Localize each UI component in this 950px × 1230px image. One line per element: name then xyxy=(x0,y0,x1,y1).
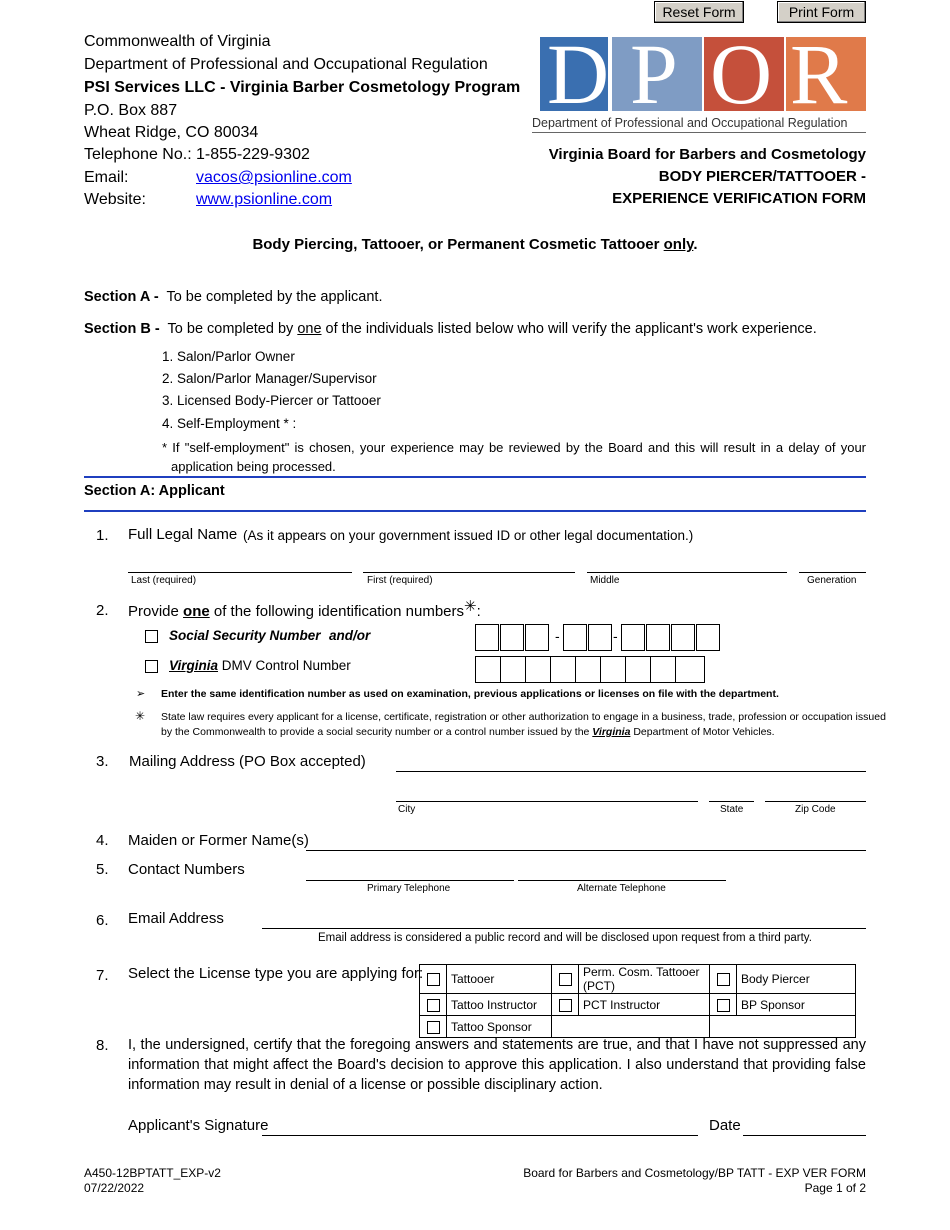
body-piercer-option-label: Body Piercer xyxy=(737,965,856,994)
ssn-input[interactable] xyxy=(475,624,725,651)
po-box: P.O. Box 887 xyxy=(84,102,178,119)
q8-number: 8. xyxy=(96,1037,109,1054)
self-employment-footnote-cont: application being processed. xyxy=(171,459,336,474)
verifier-item: 2. Salon/Parlor Manager/Supervisor xyxy=(162,371,377,386)
q2-number: 2. xyxy=(96,602,109,619)
q3-number: 3. xyxy=(96,753,109,770)
state-law-note-line2: by the Commonwealth to provide a social security number or a control number issued by the Virginia Department of Motor Vehicles. xyxy=(161,726,775,738)
ssn-checkbox[interactable] xyxy=(145,630,158,643)
ssn-label: Social Security Number xyxy=(169,628,321,643)
board-title: Virginia Board for Barbers and Cosmetology xyxy=(548,146,866,163)
email-public-record-note: Email address is considered a public record and will be disclosed upon request from a third party. xyxy=(318,932,812,944)
section-a-intro: Section A - To be completed by the applicant. xyxy=(84,289,383,305)
self-employment-footnote: * If "self-employment" is chosen, your experience may be reviewed by the Board and this will result in a delay of your xyxy=(162,440,866,455)
logo-letter-o: O xyxy=(710,37,773,111)
dmv-label: Virginia DMV Control Number xyxy=(169,658,351,673)
middle-name-caption: Middle xyxy=(590,575,620,586)
asterisk-icon: ✳ xyxy=(135,709,146,723)
asterisk-icon: ✳ xyxy=(464,598,477,615)
middle-name-field[interactable] xyxy=(587,572,787,573)
pct-instructor-checkbox[interactable] xyxy=(552,994,579,1016)
verifier-item: 1. Salon/Parlor Owner xyxy=(162,349,295,364)
email-address-field[interactable] xyxy=(262,928,866,929)
zip-code-field[interactable] xyxy=(765,801,866,802)
tattoo-sponsor-checkbox[interactable] xyxy=(420,1016,447,1038)
tattoo-instructor-checkbox[interactable] xyxy=(420,994,447,1016)
section-a-heading: Section A: Applicant xyxy=(84,483,225,499)
generation-caption: Generation xyxy=(807,575,857,586)
pct-option-label: Perm. Cosm. Tattooer (PCT) xyxy=(579,965,710,994)
signature-label: Applicant's Signature xyxy=(128,1117,269,1134)
logo-letter-p: P xyxy=(630,37,678,111)
maiden-name-field[interactable] xyxy=(306,850,866,851)
tattooer-option-label: Tattooer xyxy=(447,965,552,994)
q6-number: 6. xyxy=(96,912,109,929)
q5-number: 5. xyxy=(96,861,109,878)
verifier-item: 3. Licensed Body-Piercer or Tattooer xyxy=(162,393,381,408)
contact-numbers-label: Contact Numbers xyxy=(128,861,245,878)
body-piercer-checkbox[interactable] xyxy=(710,965,737,994)
mailing-address-label: Mailing Address (PO Box accepted) xyxy=(129,753,366,770)
primary-telephone-caption: Primary Telephone xyxy=(367,883,451,894)
q7-number: 7. xyxy=(96,967,109,984)
tattooer-checkbox[interactable] xyxy=(420,965,447,994)
phone-number: 1-855-229-9302 xyxy=(196,146,310,163)
email-label: Email: xyxy=(84,169,129,186)
dmv-checkbox[interactable] xyxy=(145,660,158,673)
email-link[interactable]: vacos@psionline.com xyxy=(196,169,352,186)
form-id: A450-12BPTATT_EXP-v2 xyxy=(84,1166,221,1180)
maiden-name-label: Maiden or Former Name(s) xyxy=(128,832,309,849)
generation-field[interactable] xyxy=(799,572,866,573)
footer-form-name: Board for Barbers and Cosmetology/BP TATT - EXP VER FORM xyxy=(523,1166,866,1180)
agency-line2: Department of Professional and Occupational Regulation xyxy=(84,56,488,73)
dmv-input[interactable] xyxy=(475,656,705,683)
page-number: Page 1 of 2 xyxy=(804,1181,866,1195)
andor-label: and/or xyxy=(329,628,371,643)
certification-line2: information that might affect the Board's decision to approve this application. I also understand that providing false xyxy=(128,1057,866,1073)
logo-letter-d: D xyxy=(547,37,610,111)
q1-number: 1. xyxy=(96,527,109,544)
last-name-field[interactable] xyxy=(128,572,352,573)
verifier-item: 4. Self-Employment * : xyxy=(162,416,297,431)
signature-field[interactable] xyxy=(262,1135,698,1136)
reset-form-button[interactable]: Reset Form xyxy=(654,1,744,23)
mailing-address-field[interactable] xyxy=(396,771,866,772)
license-type-table xyxy=(419,964,856,1038)
alternate-telephone-caption: Alternate Telephone xyxy=(577,883,666,894)
ssn-dash: - xyxy=(613,628,618,644)
bp-sponsor-checkbox[interactable] xyxy=(710,994,737,1016)
logo-caption: Department of Professional and Occupational Regulation xyxy=(532,116,848,130)
program-name: PSI Services LLC - Virginia Barber Cosmetology Program xyxy=(84,79,521,96)
form-date: 07/22/2022 xyxy=(84,1181,145,1195)
tattoo-instructor-option-label: Tattoo Instructor xyxy=(447,994,552,1016)
ssn-dash: - xyxy=(555,628,560,644)
form-title-line1: BODY PIERCER/TATTOOER - xyxy=(658,168,866,185)
state-law-note-line1: State law requires every applicant for a license, certificate, registration or other authorization to engage in a business, trade, profession or occupation issued xyxy=(161,711,886,723)
pct-checkbox[interactable] xyxy=(552,965,579,994)
city-state-zip: Wheat Ridge, CO 80034 xyxy=(84,124,259,141)
print-form-button[interactable]: Print Form xyxy=(777,1,866,23)
website-label: Website: xyxy=(84,191,146,208)
bp-sponsor-option-label: BP Sponsor xyxy=(737,994,856,1016)
first-name-caption: First (required) xyxy=(367,575,433,586)
city-field[interactable] xyxy=(396,801,698,802)
agency-line1: Commonwealth of Virginia xyxy=(84,33,271,50)
q4-number: 4. xyxy=(96,832,109,849)
id-numbers-label: Provide one of the following identification numbers✳: xyxy=(128,598,481,620)
email-address-label: Email Address xyxy=(128,910,224,927)
arrow-bullet-icon: ➢ xyxy=(136,688,146,700)
section-b-intro: Section B - To be completed by one of the individuals listed below who will verify the applicant's work experience. xyxy=(84,321,817,337)
city-caption: City xyxy=(398,804,416,815)
form-subtitle: Body Piercing, Tattooer, or Permanent Cosmetic Tattooer only. xyxy=(252,236,698,253)
form-title-line2: EXPERIENCE VERIFICATION FORM xyxy=(612,190,866,207)
website-link[interactable]: www.psionline.com xyxy=(196,191,333,208)
primary-telephone-field[interactable] xyxy=(306,880,514,881)
certification-line3: information may result in denial of a license or possible disciplinary action. xyxy=(128,1077,603,1093)
license-type-label: Select the License type you are applying for: xyxy=(128,965,424,982)
alternate-telephone-field[interactable] xyxy=(518,880,726,881)
first-name-field[interactable] xyxy=(363,572,575,573)
full-legal-name-label: Full Legal Name xyxy=(128,526,238,543)
last-name-caption: Last (required) xyxy=(131,575,197,586)
phone-label: Telephone No.: xyxy=(84,146,192,163)
pct-instructor-option-label: PCT Instructor xyxy=(579,994,710,1016)
date-label: Date xyxy=(709,1117,741,1134)
id-number-note: Enter the same identification number as used on examination, previous applications or licenses on file with the department. xyxy=(161,688,779,700)
zip-code-caption: Zip Code xyxy=(795,804,836,815)
logo-letter-r: R xyxy=(790,37,848,111)
date-field[interactable] xyxy=(743,1135,866,1136)
full-legal-name-hint: (As it appears on your government issued ID or other legal documentation.) xyxy=(243,528,694,543)
state-caption: State xyxy=(720,804,744,815)
state-field[interactable] xyxy=(709,801,754,802)
tattoo-sponsor-option-label: Tattoo Sponsor xyxy=(447,1016,552,1038)
certification-line1: I, the undersigned, certify that the foregoing answers and statements are true, and that I have not suppressed any xyxy=(128,1037,866,1053)
